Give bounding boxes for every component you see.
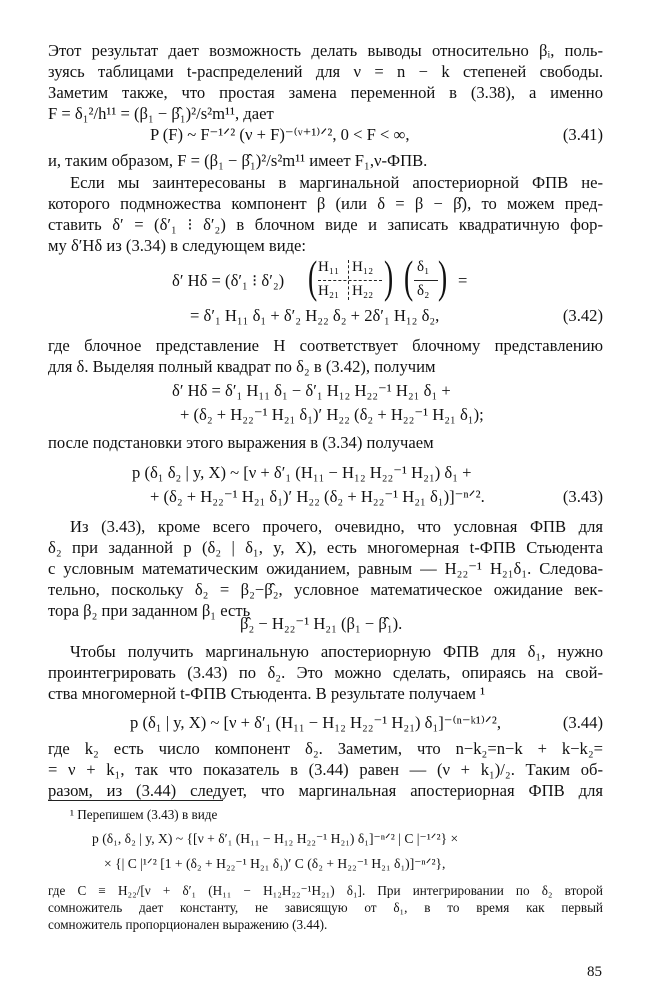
footnote-equation-1: p (δ₁, δ₂ | y, X) ~ {[ν + δ′₁ (H₁₁ − H₁₂ H₂₂⁻¹ H₂₁) δ₁]⁻ⁿᐟ² | C |⁻¹ᐟ²} × xyxy=(92,831,459,846)
footnote-text: сомножитель пропорционален выражению (3.44). xyxy=(48,917,328,932)
footnote-intro: ¹ Перепишем (3.43) в виде xyxy=(70,807,218,822)
text-line: проинтегрировать (3.43) по δ₂. Это можно сделать, опираясь на свой- xyxy=(48,663,603,682)
text-line: = ν + k₁, так что показатель в (3.44) равен — (ν + k₁)/₂. Таким об- xyxy=(48,760,603,779)
matrix-cell: H₂₁ xyxy=(318,283,340,299)
footnote-rule xyxy=(48,800,223,801)
equation-square-1: δ′ Hδ = δ′₁ H₁₁ δ₁ − δ′₁ H₁₂ H₂₂⁻¹ H₂₁ δ₁ + xyxy=(172,381,451,400)
matrix-cell: H₂₂ xyxy=(352,283,374,299)
text-line: Этот результат дает возможность делать выводы относительно βᵢ, поль- xyxy=(48,41,603,60)
text-line: δ₂ при заданной p (δ₂ | δ₁, y, X), есть многомерная t-ФПВ Стьюдента xyxy=(48,538,603,557)
equation-3-42-rhs: = δ′₁ H₁₁ δ₁ + δ′₂ H₂₂ δ₂ + 2δ′₁ H₁₂ δ₂, xyxy=(190,306,440,325)
text-line: ставить δ′ = (δ′₁ ⁝ δ′₂) в блочном виде и записать квадратичную фор- xyxy=(48,215,603,234)
equals-sign: = xyxy=(458,271,468,290)
equation-3-43-line1: p (δ₁ δ₂ | y, X) ~ [ν + δ′₁ (H₁₁ − H₁₂ H₂₂⁻¹ H₂₁) δ₁ + xyxy=(132,463,472,482)
text-line: Чтобы получить маргинальную апостериорную ФПВ для δ₁, нужно xyxy=(70,642,603,661)
text-line: где k₂ есть число компонент δ₂. Заметим, что n−k₂=n−k + k−k₂= xyxy=(48,739,603,758)
text-line: зуясь таблицами t-распределений для ν = n − k степеней свободы. xyxy=(48,62,603,81)
matrix-cell: H₁₂ xyxy=(352,259,374,275)
text-line: Если мы заинтересованы в маргинальной апостериорной ФПВ не- xyxy=(70,173,603,192)
footnote-text: сомножитель дает константу, не зависящую от δ₁, в то время как первый xyxy=(48,900,603,915)
text-line: с условным математическим ожиданием, равным — H₂₂⁻¹ H₂₁δ₁. Следова- xyxy=(48,559,603,578)
equation-number: (3.43) xyxy=(562,487,603,506)
text-line: му δ′Hδ из (3.34) в следующем виде: xyxy=(48,236,307,255)
equation-conditional-mean: β̂₂ − H₂₂⁻¹ H₂₁ (β₁ − β̂₁). xyxy=(240,614,403,633)
equation-3-41: P (F) ~ F⁻¹ᐟ² (ν + F)⁻⁽ᵛ⁺¹⁾ᐟ², 0 < F < ∞, xyxy=(150,125,410,144)
equation-number: (3.42) xyxy=(562,306,603,325)
text-line: Заметим также, что простая замена переменной в (3.38), а именно xyxy=(48,83,603,102)
text-line: Из (3.43), кроме всего прочего, очевидно, что условная ФПВ для xyxy=(70,517,603,536)
equation-number: (3.41) xyxy=(562,125,603,144)
footnote-text: где C ≡ H₂₂/[ν + δ′₁ (H₁₁ − H₁₂H₂₂⁻¹H₂₁) δ₁]. При интегрировании по δ₂ второй xyxy=(48,883,603,898)
text-line: для δ. Выделяя полный квадрат по δ₂ в (3.42), получим xyxy=(48,357,436,376)
equation-3-42-lhs: δ′ Hδ = (δ′₁ ⁝ δ′₂) xyxy=(172,271,285,290)
text-line: тельно, поскольку δ₂ = β₂−β̂₂, условное математическое ожидание век- xyxy=(48,580,603,599)
text-line: F = δ₁²/h¹¹ = (β₁ − β̂₁)²/s²m¹¹, дает xyxy=(48,104,274,123)
delta-vector: ( δ₁ δ₂ ) xyxy=(404,251,448,302)
block-matrix: ( H₁₁ H₁₂ H₂₁ H₂₂ ) xyxy=(308,251,394,302)
text-line: ства многомерной t-ФПВ Стьюдента. В результате получаем ¹ xyxy=(48,684,486,703)
vector-cell: δ₁ xyxy=(417,259,430,275)
text-line: и, таким образом, F = (β₁ − β̂₁)²/s²m¹¹ имеет F₁,ν-ФПВ. xyxy=(48,151,428,170)
vector-cell: δ₂ xyxy=(417,283,430,299)
text-line: разом, из (3.44) следует, что маргинальная апостериорная ФПВ для xyxy=(48,781,603,800)
equation-square-2: + (δ₂ + H₂₂⁻¹ H₂₁ δ₁)′ H₂₂ (δ₂ + H₂₂⁻¹ H₂₁ δ₁); xyxy=(180,405,484,424)
matrix-cell: H₁₁ xyxy=(318,259,340,275)
equation-3-44: p (δ₁ | y, X) ~ [ν + δ′₁ (H₁₁ − H₁₂ H₂₂⁻¹ H₂₁) δ₁]⁻⁽ⁿ⁻ᵏ¹⁾ᐟ², xyxy=(130,713,502,732)
footnote-equation-2: × {| C |¹ᐟ² [1 + (δ₂ + H₂₂⁻¹ H₂₁ δ₁)′ C (δ₂ + H₂₂⁻¹ H₂₁ δ₁)]⁻ⁿᐟ²}, xyxy=(104,856,446,871)
equation-3-43-line2: + (δ₂ + H₂₂⁻¹ H₂₁ δ₁)′ H₂₂ (δ₂ + H₂₂⁻¹ H₂₁ δ₁)]⁻ⁿᐟ². xyxy=(150,487,485,506)
text-line: где блочное представление H соответствует блочному представлению xyxy=(48,336,603,355)
text-line: тора β₂ при заданном β₁ есть xyxy=(48,601,251,620)
equation-number: (3.44) xyxy=(562,713,603,732)
text-line: после подстановки этого выражения в (3.34) получаем xyxy=(48,433,434,452)
page-number: 85 xyxy=(587,964,602,980)
text-line: которого подмножества компонент β (или δ = β − β̂), то можем пред- xyxy=(48,194,603,213)
